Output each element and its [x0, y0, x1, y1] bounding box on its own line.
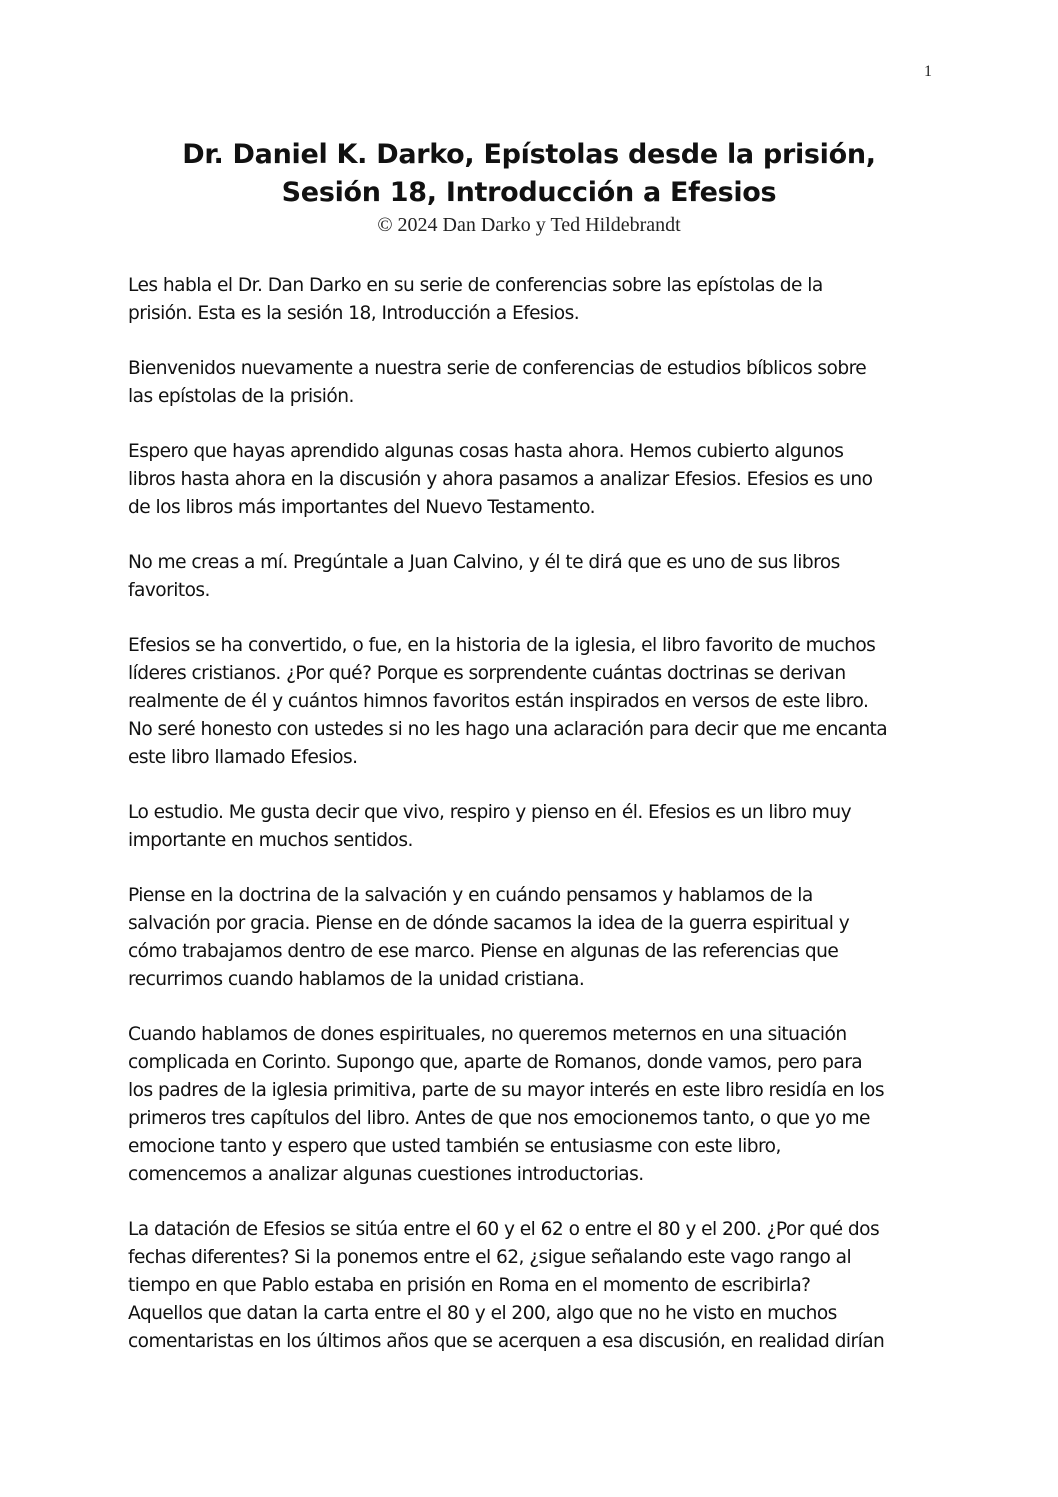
- paragraph-line: complicada en Corinto. Supongo que, aparte de Romanos, donde vamos, pero para: [128, 1052, 863, 1073]
- paragraph-line: realmente de él y cuántos himnos favoritos están inspirados en versos de este libro.: [128, 691, 869, 712]
- paragraph-line: Aquellos que datan la carta entre el 80 y el 200, algo que no he visto en muchos: [128, 1303, 837, 1324]
- paragraph-line: importante en muchos sentidos.: [128, 830, 413, 851]
- document-body: [128, 272, 943, 1383]
- paragraph-line: Cuando hablamos de dones espirituales, no queremos meternos en una situación: [128, 1024, 847, 1045]
- page-number: 1: [924, 63, 932, 80]
- paragraph-line: Efesios se ha convertido, o fue, en la historia de la iglesia, el libro favorito de muchos: [128, 635, 876, 656]
- paragraph-line: comencemos a analizar algunas cuestiones introductorias.: [128, 1164, 644, 1185]
- copyright-notice: © 2024 Dan Darko y Ted Hildebrandt: [377, 214, 681, 236]
- paragraph-line: comentaristas en los últimos años que se acerquen a esa discusión, en realidad dirían: [128, 1331, 885, 1352]
- paragraph-line: Espero que hayas aprendido algunas cosas hasta ahora. Hemos cubierto algunos: [128, 441, 844, 462]
- paragraph-line: este libro llamado Efesios.: [128, 747, 358, 768]
- paragraph-line: Bienvenidos nuevamente a nuestra serie de conferencias de estudios bíblicos sobre: [128, 358, 867, 379]
- paragraph-line: líderes cristianos. ¿Por qué? Porque es sorprendente cuántas doctrinas se derivan: [128, 663, 846, 684]
- title-line: Dr. Daniel K. Darko, Epístolas desde la prisión,: [182, 139, 876, 170]
- document-header: [0, 136, 1058, 237]
- paragraph: [128, 549, 943, 605]
- paragraph-line: prisión. Esta es la sesión 18, Introducción a Efesios.: [128, 303, 580, 324]
- paragraph-line: No me creas a mí. Pregúntale a Juan Calvino, y él te dirá que es uno de sus libros: [128, 552, 840, 573]
- paragraph: [128, 1021, 943, 1189]
- title-line: Sesión 18, Introducción a Efesios: [281, 177, 777, 208]
- paragraph-line: las epístolas de la prisión.: [128, 386, 354, 407]
- paragraph-line: fechas diferentes? Si la ponemos entre el 62, ¿sigue señalando este vago rango al: [128, 1247, 852, 1268]
- paragraph: [128, 799, 943, 855]
- paragraph: [128, 632, 943, 772]
- paragraph-line: Les habla el Dr. Dan Darko en su serie de conferencias sobre las epístolas de la: [128, 275, 823, 296]
- paragraph-line: cómo trabajamos dentro de ese marco. Piense en algunas de las referencias que: [128, 941, 839, 962]
- paragraph-line: Lo estudio. Me gusta decir que vivo, respiro y pienso en él. Efesios es un libro muy: [128, 802, 852, 823]
- paragraph-line: La datación de Efesios se sitúa entre el 60 y el 62 o entre el 80 y el 200. ¿Por qué dos: [128, 1219, 880, 1240]
- paragraph-line: Piense en la doctrina de la salvación y en cuándo pensamos y hablamos de la: [128, 885, 813, 906]
- paragraph: [128, 272, 943, 328]
- paragraph-line: libros hasta ahora en la discusión y ahora pasamos a analizar Efesios. Efesios es uno: [128, 469, 873, 490]
- paragraph-line: salvación por gracia. Piense en de dónde sacamos la idea de la guerra espiritual y: [128, 913, 850, 934]
- document-title: [0, 136, 1058, 212]
- paragraph-line: No seré honesto con ustedes si no les hago una aclaración para decir que me encanta: [128, 719, 888, 740]
- paragraph-line: emocione tanto y espero que usted también se entusiasme con este libro,: [128, 1136, 781, 1157]
- paragraph: [128, 438, 943, 522]
- paragraph: [128, 882, 943, 994]
- paragraph-line: favoritos.: [128, 580, 210, 601]
- paragraph-line: los padres de la iglesia primitiva, parte de su mayor interés en este libro residía en los: [128, 1080, 884, 1101]
- paragraph-line: primeros tres capítulos del libro. Antes de que nos emocionemos tanto, o que yo me: [128, 1108, 870, 1129]
- paragraph: [128, 355, 943, 411]
- paragraph: [128, 1216, 943, 1356]
- paragraph-line: de los libros más importantes del Nuevo Testamento.: [128, 497, 595, 518]
- paragraph-line: recurrimos cuando hablamos de la unidad cristiana.: [128, 969, 585, 990]
- paragraph-line: tiempo en que Pablo estaba en prisión en Roma en el momento de escribirla?: [128, 1275, 811, 1296]
